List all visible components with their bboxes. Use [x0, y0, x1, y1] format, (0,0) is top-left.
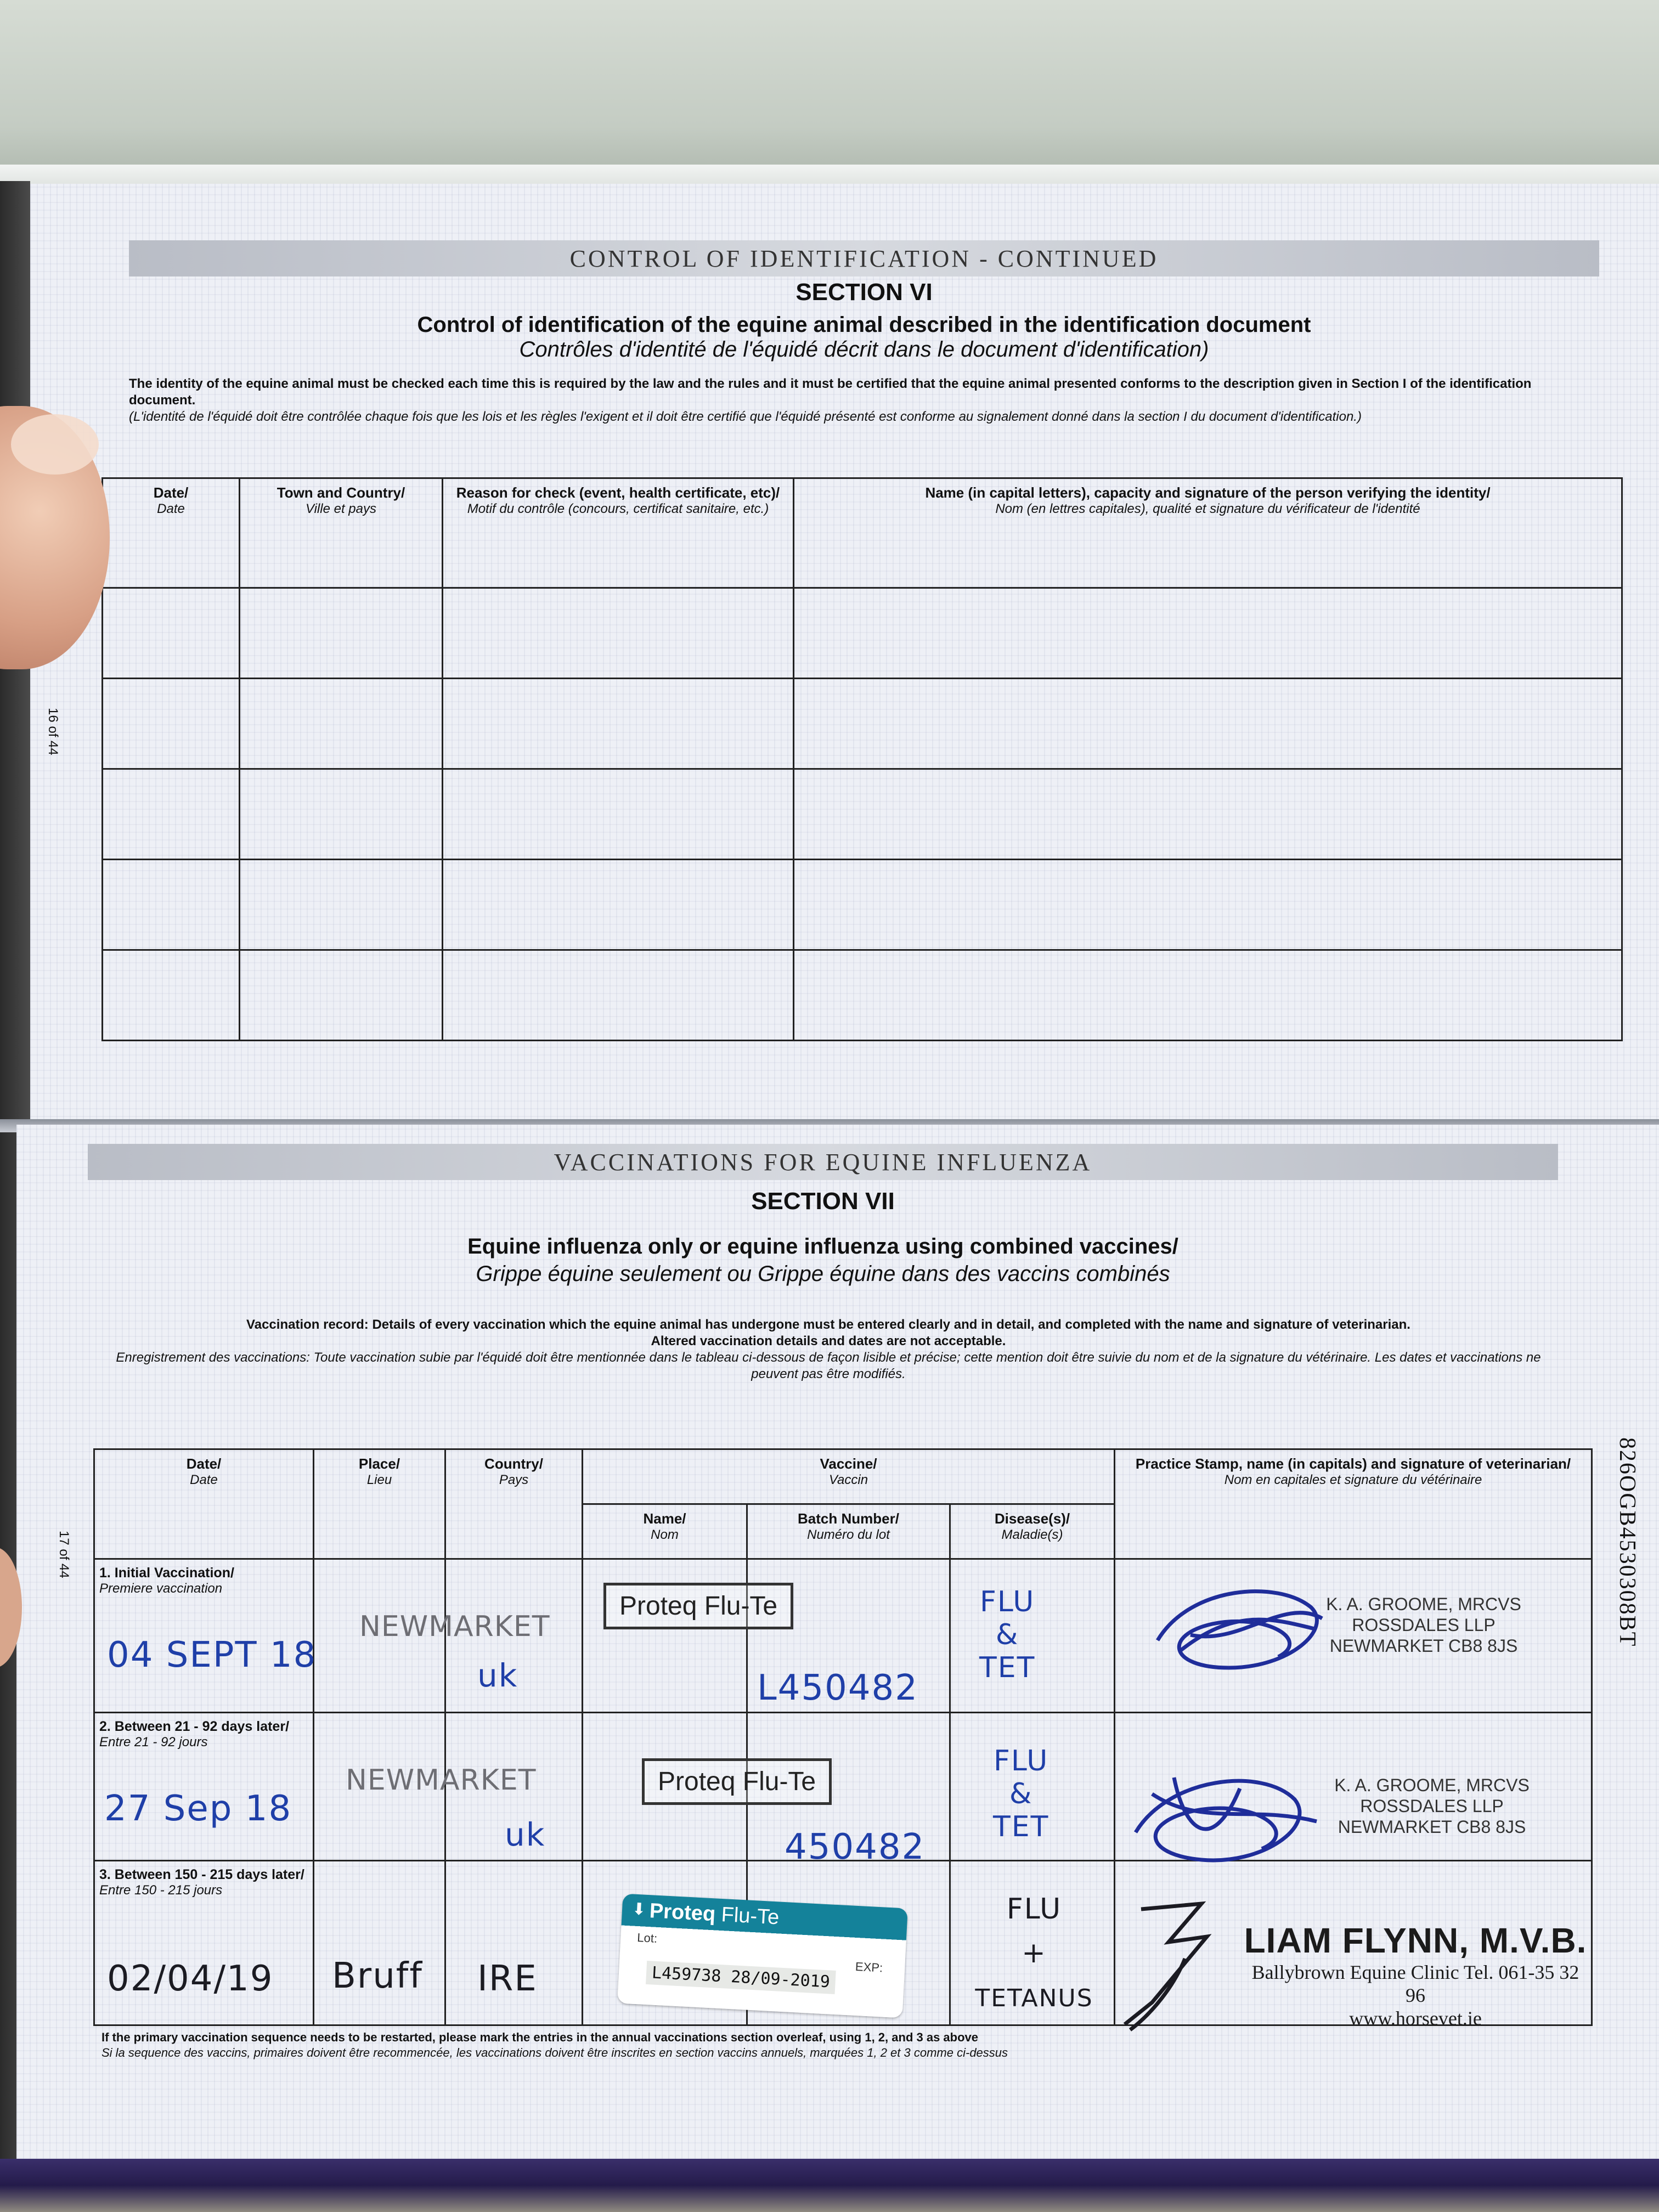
page-number-17: 17 of 44 — [57, 1531, 71, 1578]
row-3-date: 02/04/19 — [107, 1959, 274, 1999]
footnote — [101, 2030, 1583, 2061]
section-vi-heading: SECTION VI — [795, 279, 933, 306]
arrow-down-icon: ⬇ — [631, 1900, 647, 1919]
page-number-16: 16 of 44 — [46, 708, 60, 755]
vaccination-record-intro — [93, 1317, 1564, 1383]
cover-edge — [0, 165, 1659, 187]
col-date: Date/ Date — [94, 1449, 314, 1559]
sticker-lot-value: L459738 28/09-2019 — [646, 1961, 836, 1994]
row-1-vaccine-stamp: Proteq Flu-Te — [603, 1583, 793, 1629]
section-vi-banner: CONTROL OF IDENTIFICATION - CONTINUED — [129, 240, 1599, 276]
book-cover-top — [0, 0, 1659, 181]
intro-en: The identity of the equine animal must be checked each time this is required by the law and the rules and it must be certified that the equine animal presented conforms to the description given in Section I of the identification document. — [129, 376, 1532, 408]
row-3-disease: FLU + TETANUS — [975, 1893, 1093, 2012]
col-vaccine-name: Name/ Nom — [583, 1504, 747, 1559]
section-vi-title-fr: Contrôles d'identité de l'équidé décrit dans le document d'identification) — [519, 337, 1209, 362]
sticker-exp-label: EXP: — [855, 1959, 883, 1975]
sticker-brand: Proteq Flu-Te — [648, 1899, 780, 1929]
col-disease: Disease(s)/ Maladie(s) — [950, 1504, 1115, 1559]
row-2-place-stamp: NEWMARKET — [346, 1764, 537, 1797]
footnote-fr: Si la sequence des vaccins, primaires doivent être recommencée, les vaccinations doivent être inscrites en section vaccins annuels, marquées 1, 2 et 3 comme ci-dessus — [101, 2046, 1008, 2059]
col-reason: Reason for check (event, health certificate, etc)/ Motif du contrôle (concours, certificat sanitaire, etc.) — [443, 478, 794, 588]
table-row — [103, 950, 1622, 1041]
vaccination-header-row-1 — [94, 1449, 1592, 1504]
col-date: Date/ Date — [103, 478, 240, 588]
row-2-vet-stamp: K. A. GROOME, MRCVS ROSSDALES LLP NEWMARKET CB8 8JS — [1334, 1775, 1530, 1837]
book-binding-bottom — [0, 2159, 1659, 2212]
section-vi-intro — [129, 376, 1599, 425]
row-2-signature — [1119, 1756, 1328, 1876]
table-row — [103, 769, 1622, 860]
row-1-country: uk — [477, 1657, 518, 1694]
section-vii-title-fr: Grippe équine seulement ou Grippe équine dans des vaccins combinés — [476, 1262, 1170, 1286]
table-row — [103, 588, 1622, 679]
intro-fr: (L'identité de l'équidé doit être contrôlée chaque fois que les lois et les règles l'exigent et il doit être certifié que l'équidé présenté est conforme au signalement donné dans la section I du document d'identification.) — [129, 409, 1362, 424]
col-vaccine: Vaccine/ Vaccin — [583, 1449, 1115, 1504]
section-vi-title-en: Control of identification of the equine animal described in the identification document — [417, 313, 1311, 337]
col-practice-stamp: Practice Stamp, name (in capitals) and signature of veterinarian/ Nom en capitales et signature du vétérinaire — [1115, 1449, 1592, 1559]
row-1-date: 04 SEPT 18 — [107, 1635, 317, 1675]
col-town-country: Town and Country/ Ville et pays — [240, 478, 443, 588]
row-2-label[interactable]: 2. Between 21 - 92 days later/ Entre 21 - 92 jours — [94, 1713, 314, 1861]
thumbnail — [11, 414, 99, 475]
identification-table — [101, 477, 1623, 1041]
section-vii-heading: SECTION VII — [751, 1188, 895, 1215]
row-1-disease: FLU & TET — [979, 1585, 1036, 1684]
document-id: 826OGB4530308BT — [1615, 1437, 1640, 1647]
record-en-2: Altered vaccination details and dates are not acceptable. — [651, 1334, 1006, 1348]
row-3-label[interactable]: 3. Between 150 - 215 days later/ Entre 150 - 215 jours — [94, 1861, 314, 2025]
row-2-country: uk — [505, 1816, 546, 1853]
row-3-vet-stamp: LIAM FLYNN, M.V.B. Ballybrown Equine Clinic Tel. 061-35 32 96 www.horsevet.ie — [1244, 1921, 1587, 2029]
row-1-batch: L450482 — [757, 1668, 918, 1708]
row-1-place-stamp: NEWMARKET — [359, 1610, 550, 1643]
row-1-vet-stamp: K. A. GROOME, MRCVS ROSSDALES LLP NEWMARKET CB8 8JS — [1326, 1594, 1521, 1656]
col-batch-number: Batch Number/ Numéro du lot — [747, 1504, 950, 1559]
row-2-date: 27 Sep 18 — [104, 1788, 292, 1829]
row-3-place: Bruff — [332, 1956, 423, 1996]
section-vii-banner: VACCINATIONS FOR EQUINE INFLUENZA — [88, 1144, 1558, 1180]
row-3-signature — [1108, 1893, 1240, 2035]
sticker-lot-label: Lot: — [636, 1931, 658, 1945]
row-2-vaccine-stamp: Proteq Flu-Te — [642, 1758, 832, 1805]
row-3-country: IRE — [477, 1959, 538, 1999]
record-fr: Enregistrement des vaccinations: Toute vaccination subie par l'équidé doit être mentionnée dans le tableau ci-dessous de façon lisible et précise; cette mention doit être suivie du nom et de la signature du vétérinaire. Les dates et vaccinations ne peuvent pas être modifiés. — [116, 1350, 1541, 1381]
row-1-label[interactable]: 1. Initial Vaccination/ Premiere vaccination — [94, 1559, 314, 1713]
record-en: Vaccination record: Details of every vaccination which the equine animal has undergone must be entered clearly and in detail, and completed with the name and signature of veterinarian. — [246, 1317, 1410, 1332]
col-place: Place/ Lieu — [314, 1449, 445, 1559]
row-2-batch: 450482 — [785, 1827, 926, 1867]
row-1-signature — [1147, 1575, 1333, 1684]
row-2-disease: FLU & TET — [993, 1745, 1049, 1843]
footnote-en: If the primary vaccination sequence needs to be restarted, please mark the entries in the annual vaccinations section overleaf, using 1, 2, and 3 as above — [101, 2030, 979, 2044]
section-vii-title-en: Equine influenza only or equine influenza using combined vaccines/ — [467, 1234, 1178, 1259]
row-3-vaccine-sticker — [617, 1894, 908, 2018]
col-verifier: Name (in capital letters), capacity and signature of the person verifying the identity/ Nom (en lettres capitales), qualité et signature du vérificateur de l'identité — [794, 478, 1622, 588]
identification-header-row — [103, 478, 1622, 588]
table-row — [103, 679, 1622, 769]
table-row — [103, 860, 1622, 950]
col-country: Country/ Pays — [445, 1449, 583, 1559]
